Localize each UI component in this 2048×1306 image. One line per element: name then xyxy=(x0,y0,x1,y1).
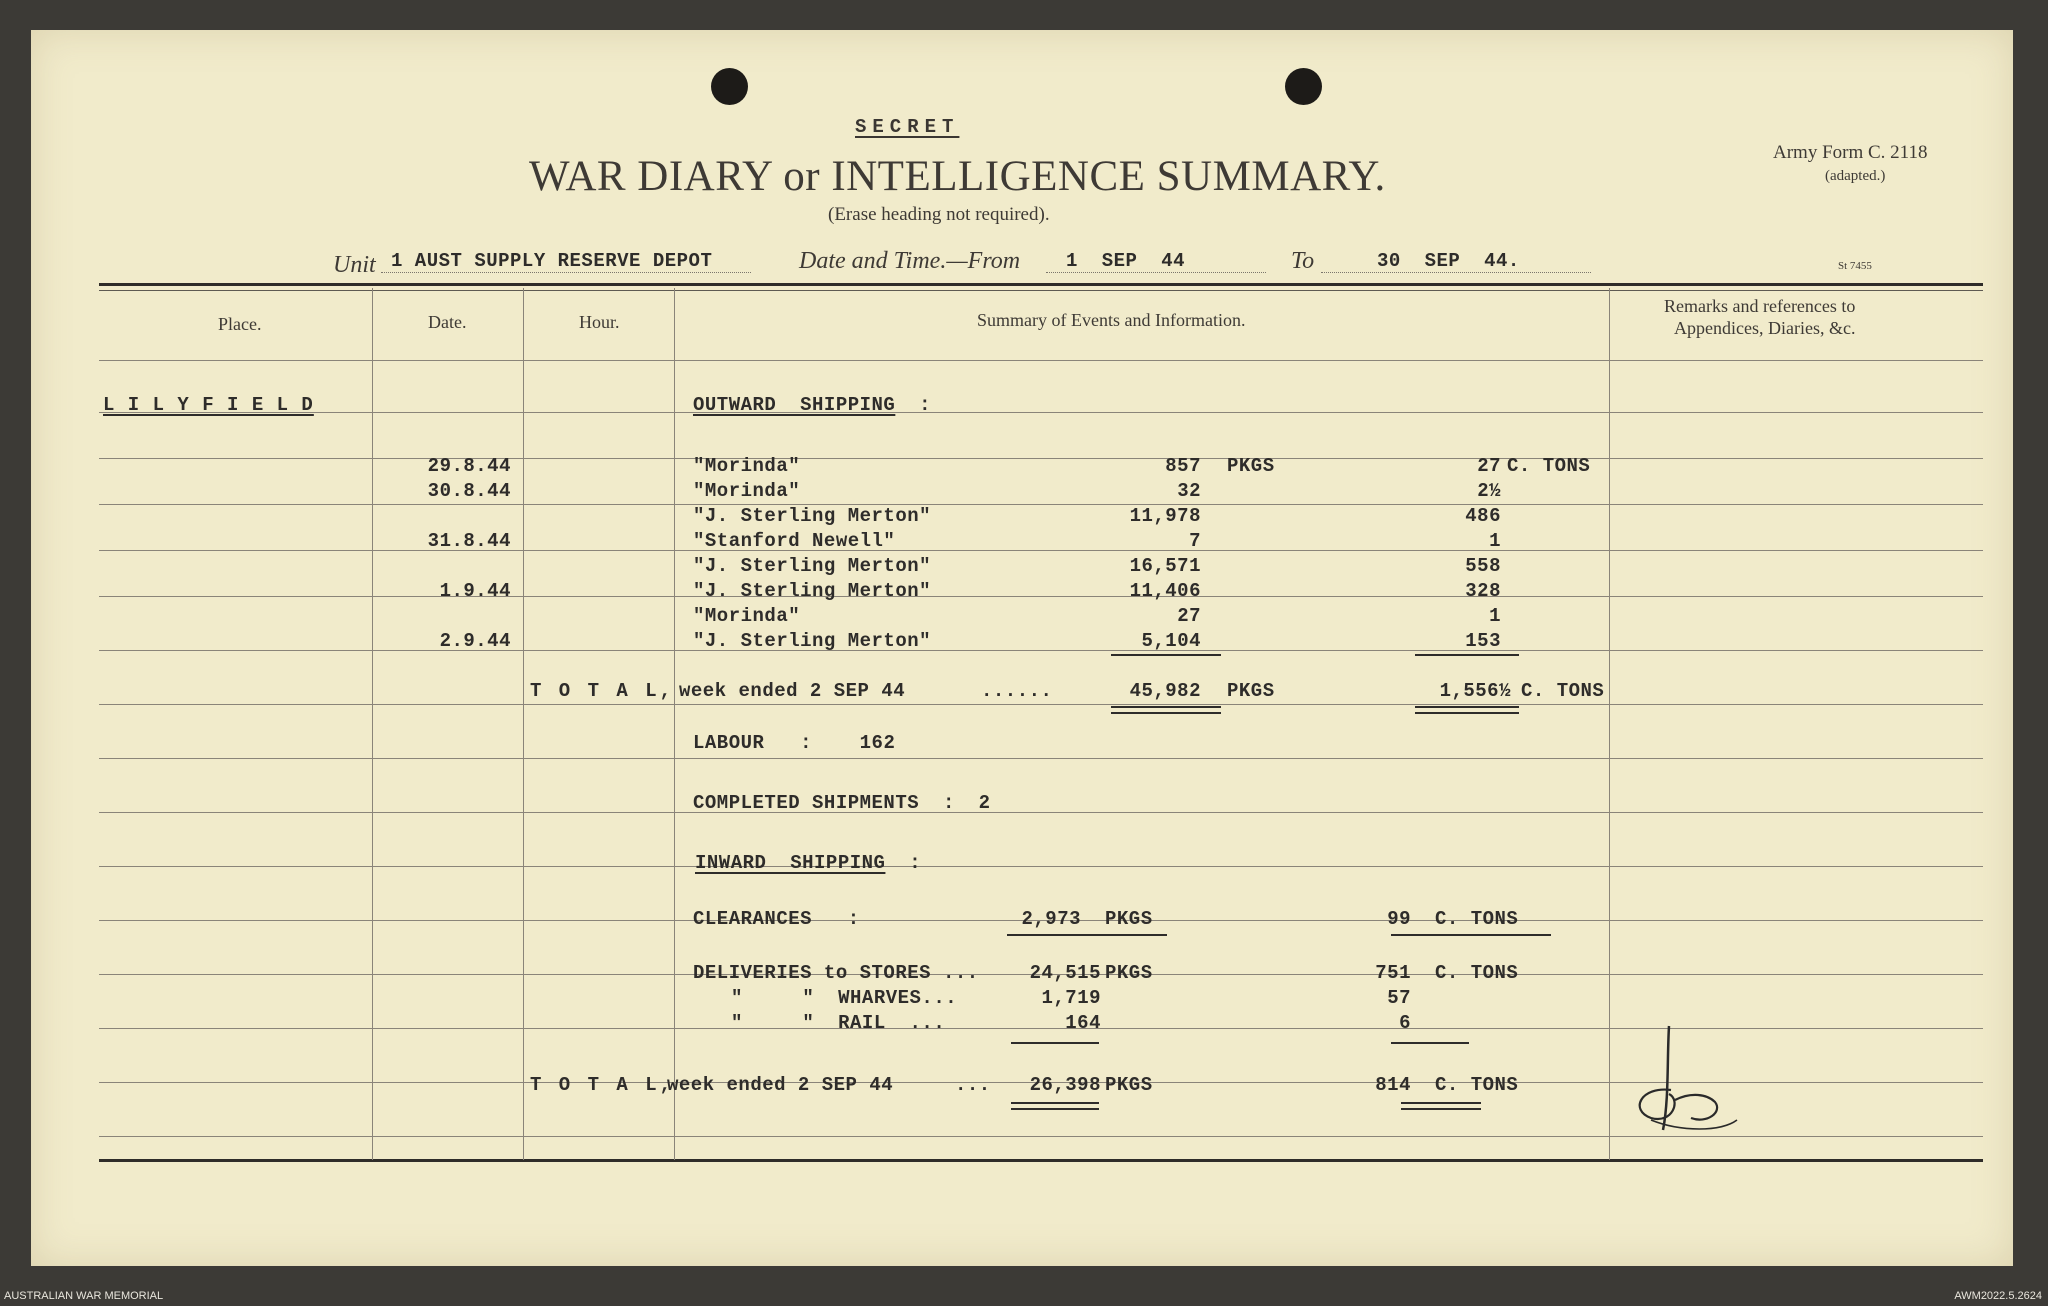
to-label: To xyxy=(1291,248,1315,274)
outward-row-tons-unit: C. TONS xyxy=(1507,455,1591,477)
outward-row-vessel: "J. Sterling Merton" xyxy=(693,630,932,652)
outward-row-pkgs: 32 xyxy=(1177,480,1201,502)
col-header-remarks-2: Appendices, Diaries, &c. xyxy=(1674,318,1856,338)
punch-hole-left xyxy=(711,68,748,105)
from-dotted-line xyxy=(1046,272,1266,273)
col-divider-hour xyxy=(674,288,675,1160)
to-dotted-line xyxy=(1321,272,1591,273)
delivery-row-pkgs: 1,719 xyxy=(1041,987,1101,1009)
ruled-line xyxy=(99,458,1983,459)
unit-label: Unit xyxy=(333,252,376,278)
table-top-inner-rule xyxy=(99,290,1983,291)
clearances-tons-rule xyxy=(1391,934,1551,936)
outward-total-text: week ended 2 SEP 44 xyxy=(679,680,906,702)
date-from-value: 1 SEP 44 xyxy=(1066,250,1186,272)
inward-total-tons-unit: C. TONS xyxy=(1435,1074,1519,1096)
date-to-value: 30 SEP 44. xyxy=(1377,250,1520,272)
inward-total-pkgs: 26,398 xyxy=(1029,1074,1101,1096)
outward-pkgs-total-double-rule xyxy=(1111,706,1221,714)
table-bottom-rule xyxy=(99,1159,1983,1162)
outward-total-tons: 1,556½ xyxy=(1439,680,1511,702)
outward-total-pkgs: 45,982 xyxy=(1129,680,1201,702)
outward-row-date: 30.8.44 xyxy=(427,480,511,502)
outward-tons-subtotal-rule xyxy=(1415,654,1519,656)
diary-sheet xyxy=(31,30,2013,1266)
clearances-pkgs: 2,973 xyxy=(1021,908,1081,930)
ruled-line xyxy=(99,412,1983,413)
ruled-line xyxy=(99,550,1983,551)
outward-row-vessel: "Stanford Newell" xyxy=(693,530,896,552)
clearances-pkgs-unit: PKGS xyxy=(1105,908,1153,930)
unit-value: 1 AUST SUPPLY RESERVE DEPOT xyxy=(391,250,713,272)
delivery-row-pkgs: 24,515 xyxy=(1029,962,1101,984)
delivery-row-tons: 751 xyxy=(1375,962,1411,984)
clearances-tons-unit: C. TONS xyxy=(1435,908,1519,930)
army-form-adapted: (adapted.) xyxy=(1825,168,1886,184)
ruled-line xyxy=(99,704,1983,705)
outward-row-vessel: "J. Sterling Merton" xyxy=(693,555,932,577)
punch-hole-right xyxy=(1285,68,1322,105)
deliveries-tons-subtotal-rule xyxy=(1391,1042,1469,1044)
outward-row-pkgs: 7 xyxy=(1189,530,1201,552)
col-header-summary: Summary of Events and Information. xyxy=(977,310,1246,330)
delivery-row-pkgs-unit: PKGS xyxy=(1105,962,1153,984)
delivery-row-tons: 6 xyxy=(1399,1012,1411,1034)
outward-row-tons: 1 xyxy=(1489,605,1501,627)
completed-shipments-line: COMPLETED SHIPMENTS : 2 xyxy=(693,792,991,814)
inward-pkgs-total-double-rule xyxy=(1011,1102,1099,1110)
outward-total-tons-unit: C. TONS xyxy=(1521,680,1605,702)
form-subtitle: (Erase heading not required). xyxy=(828,204,1050,225)
col-header-place: Place. xyxy=(218,314,262,334)
col-header-hour: Hour. xyxy=(579,312,620,332)
table-top-rule xyxy=(99,283,1983,286)
inward-total-text: week ended 2 SEP 44 xyxy=(667,1074,894,1096)
col-header-remarks-1: Remarks and references to xyxy=(1664,296,1856,316)
archive-credit: AUSTRALIAN WAR MEMORIAL xyxy=(4,1290,164,1302)
outward-row-vessel: "Morinda" xyxy=(693,480,801,502)
col-divider-date xyxy=(523,288,524,1160)
outward-row-tons: 486 xyxy=(1465,505,1501,527)
form-title: WAR DIARY or INTELLIGENCE SUMMARY. xyxy=(529,153,1386,200)
outward-row-pkgs: 16,571 xyxy=(1129,555,1201,577)
delivery-row-pkgs: 164 xyxy=(1065,1012,1101,1034)
outward-row-tons: 1 xyxy=(1489,530,1501,552)
outward-pkgs-subtotal-rule xyxy=(1111,654,1221,656)
labour-line: LABOUR : 162 xyxy=(693,732,896,754)
delivery-row-label: DELIVERIES to STORES ... xyxy=(693,962,979,984)
outward-row-date: 31.8.44 xyxy=(427,530,511,552)
outward-row-tons: 558 xyxy=(1465,555,1501,577)
col-divider-summary xyxy=(1609,288,1610,1160)
outward-row-vessel: "Morinda" xyxy=(693,455,801,477)
clearances-label: CLEARANCES : xyxy=(693,908,860,930)
ruled-line xyxy=(99,504,1983,505)
outward-row-date: 29.8.44 xyxy=(427,455,511,477)
inward-shipping-heading: INWARD SHIPPING : xyxy=(695,852,922,874)
outward-row-tons: 27 xyxy=(1477,455,1501,477)
army-form-number: Army Form C. 2118 xyxy=(1773,142,1928,163)
stock-number: St 7455 xyxy=(1838,260,1872,272)
inward-total-pkgs-unit: PKGS xyxy=(1105,1074,1153,1096)
outward-tons-total-double-rule xyxy=(1415,706,1519,714)
unit-dotted-line xyxy=(381,272,751,273)
header-bottom-rule xyxy=(99,360,1983,361)
ruled-line xyxy=(99,758,1983,759)
outward-row-vessel: "J. Sterling Merton" xyxy=(693,580,932,602)
inward-total-tons: 814 xyxy=(1375,1074,1411,1096)
outward-row-date: 2.9.44 xyxy=(439,630,511,652)
col-divider-place xyxy=(372,288,373,1160)
delivery-row-label: " " WHARVES... xyxy=(731,987,958,1009)
col-header-date: Date. xyxy=(428,312,467,332)
outward-row-pkgs-unit: PKGS xyxy=(1227,455,1275,477)
outward-row-pkgs: 5,104 xyxy=(1141,630,1201,652)
outward-row-pkgs: 11,978 xyxy=(1129,505,1201,527)
ruled-line xyxy=(99,650,1983,651)
outward-row-vessel: "Morinda" xyxy=(693,605,801,627)
officer-initials-signature xyxy=(1611,990,1761,1150)
delivery-row-label: " " RAIL ... xyxy=(731,1012,946,1034)
ruled-line xyxy=(99,866,1983,867)
outward-row-pkgs: 27 xyxy=(1177,605,1201,627)
outward-row-vessel: "J. Sterling Merton" xyxy=(693,505,932,527)
deliveries-pkgs-subtotal-rule xyxy=(1011,1042,1099,1044)
outward-total-pkgs-unit: PKGS xyxy=(1227,680,1275,702)
place-entry: L I L Y F I E L D xyxy=(103,394,314,416)
delivery-row-tons-unit: C. TONS xyxy=(1435,962,1519,984)
clearances-pkgs-rule xyxy=(1007,934,1167,936)
inward-total-label: T O T A L, xyxy=(530,1074,675,1096)
outward-total-label: T O T A L, xyxy=(530,680,675,702)
outward-row-tons: 2½ xyxy=(1477,480,1501,502)
outward-row-tons: 153 xyxy=(1465,630,1501,652)
classification-stamp: SECRET xyxy=(855,116,960,138)
inward-tons-total-double-rule xyxy=(1401,1102,1481,1110)
outward-row-pkgs: 857 xyxy=(1165,455,1201,477)
outward-shipping-heading: OUTWARD SHIPPING : xyxy=(693,394,932,416)
inward-total-dots: ... xyxy=(955,1074,991,1096)
ruled-line xyxy=(99,812,1983,813)
outward-row-date: 1.9.44 xyxy=(439,580,511,602)
outward-row-tons: 328 xyxy=(1465,580,1501,602)
ruled-line xyxy=(99,596,1983,597)
archive-reference: AWM2022.5.2624 xyxy=(1954,1290,2042,1302)
date-label: Date and Time.—From xyxy=(799,248,1021,274)
clearances-tons: 99 xyxy=(1387,908,1411,930)
outward-total-dots: ...... xyxy=(981,680,1053,702)
outward-row-pkgs: 11,406 xyxy=(1129,580,1201,602)
delivery-row-tons: 57 xyxy=(1387,987,1411,1009)
